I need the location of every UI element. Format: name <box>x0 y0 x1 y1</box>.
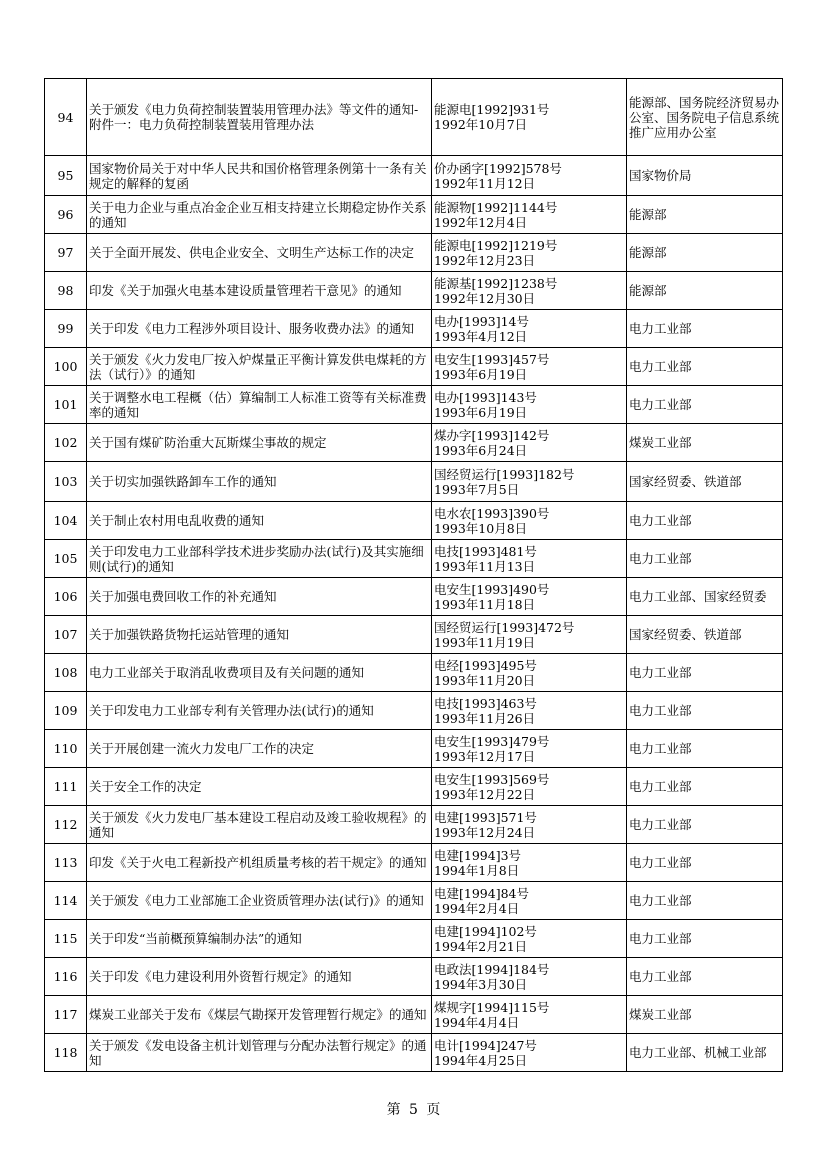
document-number-cell <box>432 692 627 730</box>
issue-date: 1994年3月30日 <box>434 976 528 992</box>
document-number: 电办[1993]14号 <box>434 313 529 329</box>
issuing-authority: 电力工业部 <box>627 768 783 806</box>
document-title: 关于全面开展发、供电企业安全、文明生产达标工作的决定 <box>87 234 432 272</box>
issuing-authority: 电力工业部 <box>627 692 783 730</box>
document-number-cell <box>432 844 627 882</box>
issue-date: 1993年6月19日 <box>434 366 528 382</box>
issue-date: 1993年6月24日 <box>434 442 528 458</box>
document-number: 煤办字[1993]142号 <box>434 427 550 443</box>
document-number: 电政法[1994]184号 <box>434 961 550 977</box>
issuing-authority: 能源部 <box>627 272 783 310</box>
table-row <box>45 234 783 272</box>
document-number: 电经[1993]495号 <box>434 657 537 673</box>
document-number-cell <box>432 730 627 768</box>
issue-date: 1993年11月19日 <box>434 634 536 650</box>
issue-date: 1994年2月21日 <box>434 938 528 954</box>
document-number: 国经贸运行[1993]182号 <box>434 466 575 482</box>
table-row <box>45 156 783 196</box>
issuing-authority: 电力工业部 <box>627 540 783 578</box>
row-number: 111 <box>45 768 87 806</box>
document-title: 关于切实加强铁路卸车工作的通知 <box>87 462 432 502</box>
document-number: 电建[1993]571号 <box>434 809 537 825</box>
document-title: 关于开展创建一流火力发电厂工作的决定 <box>87 730 432 768</box>
row-number: 104 <box>45 502 87 540</box>
issuing-authority: 电力工业部 <box>627 502 783 540</box>
issuing-authority: 国家经贸委、铁道部 <box>627 616 783 654</box>
issue-date: 1993年7月5日 <box>434 481 520 497</box>
document-title: 关于印发“当前概预算编制办法”的通知 <box>87 920 432 958</box>
table-row <box>45 882 783 920</box>
table-row <box>45 616 783 654</box>
issue-date: 1994年4月25日 <box>434 1052 528 1068</box>
table-row <box>45 806 783 844</box>
issue-date: 1993年11月13日 <box>434 558 536 574</box>
row-number: 105 <box>45 540 87 578</box>
issuing-authority: 电力工业部 <box>627 654 783 692</box>
issue-date: 1992年12月30日 <box>434 290 536 306</box>
row-number: 95 <box>45 156 87 196</box>
document-number-cell <box>432 920 627 958</box>
table-row <box>45 920 783 958</box>
issuing-authority: 电力工业部 <box>627 310 783 348</box>
issuing-authority: 电力工业部 <box>627 386 783 424</box>
document-number: 能源电[1992]931号 <box>434 102 550 117</box>
issuing-authority: 煤炭工业部 <box>627 996 783 1034</box>
issuing-authority: 电力工业部 <box>627 348 783 386</box>
issuing-authority: 国家经贸委、铁道部 <box>627 462 783 502</box>
document-title: 关于颁发《电力负荷控制装置装用管理办法》等文件的通知-附件一：电力负荷控制装置装用管理办法 <box>87 79 432 156</box>
document-title: 关于印发电力工业部专利有关管理办法(试行)的通知 <box>87 692 432 730</box>
issuing-authority: 能源部 <box>627 234 783 272</box>
document-title: 关于加强电费回收工作的补充通知 <box>87 578 432 616</box>
document-title: 关于安全工作的决定 <box>87 768 432 806</box>
issuing-authority: 电力工业部 <box>627 958 783 996</box>
document-number-cell <box>432 1034 627 1072</box>
issue-date: 1993年6月19日 <box>434 404 528 420</box>
document-number: 能源基[1992]1238号 <box>434 275 558 291</box>
table-row <box>45 502 783 540</box>
document-number-cell <box>432 882 627 920</box>
table-row <box>45 462 783 502</box>
issue-date: 1993年12月24日 <box>434 824 536 840</box>
table-row <box>45 768 783 806</box>
document-title: 关于电力企业与重点冶金企业互相支持建立长期稳定协作关系的通知 <box>87 196 432 234</box>
table-row <box>45 1034 783 1072</box>
document-number: 电办[1993]143号 <box>434 389 537 405</box>
document-number: 电建[1994]3号 <box>434 847 522 863</box>
issuing-authority: 国家物价局 <box>627 156 783 196</box>
issuing-authority: 电力工业部 <box>627 920 783 958</box>
document-number-cell <box>432 578 627 616</box>
document-title: 关于印发电力工业部科学技术进步奖励办法(试行)及其实施细则(试行)的通知 <box>87 540 432 578</box>
document-number-cell <box>432 616 627 654</box>
row-number: 112 <box>45 806 87 844</box>
document-number: 能源电[1992]1219号 <box>434 237 558 253</box>
footer-prefix: 第 <box>386 1102 401 1118</box>
document-number-cell <box>432 996 627 1034</box>
table-row <box>45 692 783 730</box>
table-row <box>45 386 783 424</box>
row-number: 116 <box>45 958 87 996</box>
row-number: 114 <box>45 882 87 920</box>
row-number: 101 <box>45 386 87 424</box>
document-number: 能源物[1992]1144号 <box>434 199 558 215</box>
table-row <box>45 654 783 692</box>
table-row <box>45 844 783 882</box>
issue-date: 1993年12月22日 <box>434 786 536 802</box>
table-row <box>45 730 783 768</box>
issue-date: 1993年10月8日 <box>434 520 528 536</box>
document-title: 关于颁发《火力发电厂按入炉煤量正平衡计算发供电煤耗的方法（试行）》的通知 <box>87 348 432 386</box>
issue-date: 1993年11月26日 <box>434 710 536 726</box>
row-number: 98 <box>45 272 87 310</box>
document-number: 电建[1994]102号 <box>434 923 537 939</box>
document-title: 印发《关于火电工程新投产机组质量考核的若干规定》的通知 <box>87 844 432 882</box>
document-number-cell <box>432 348 627 386</box>
table-row <box>45 79 783 156</box>
issuing-authority: 能源部 <box>627 196 783 234</box>
document-number-cell <box>432 806 627 844</box>
document-number: 电计[1994]247号 <box>434 1037 537 1053</box>
document-title: 关于颁发《电力工业部施工企业资质管理办法(试行)》的通知 <box>87 882 432 920</box>
table-body <box>45 79 783 1072</box>
table-row <box>45 540 783 578</box>
document-number: 煤规字[1994]115号 <box>434 999 550 1015</box>
document-number-cell <box>432 234 627 272</box>
issue-date: 1992年12月4日 <box>434 214 528 230</box>
document-number-cell <box>432 196 627 234</box>
document-number: 电技[1993]463号 <box>434 695 537 711</box>
issue-date: 1994年1月8日 <box>434 862 520 878</box>
issue-date: 1993年11月20日 <box>434 672 536 688</box>
issuing-authority: 电力工业部、国家经贸委 <box>627 578 783 616</box>
row-number: 113 <box>45 844 87 882</box>
regulations-table <box>44 78 783 1072</box>
document-number-cell <box>432 958 627 996</box>
row-number: 110 <box>45 730 87 768</box>
document-number: 电水农[1993]390号 <box>434 505 550 521</box>
table-row <box>45 348 783 386</box>
document-number-cell <box>432 386 627 424</box>
row-number: 102 <box>45 424 87 462</box>
document-number: 电技[1993]481号 <box>434 543 537 559</box>
document-title: 关于制止农村用电乱收费的通知 <box>87 502 432 540</box>
page-footer <box>0 1099 827 1119</box>
row-number: 107 <box>45 616 87 654</box>
document-number: 电安生[1993]490号 <box>434 581 550 597</box>
document-title: 煤炭工业部关于发布《煤层气勘探开发管理暂行规定》的通知 <box>87 996 432 1034</box>
document-number: 价办函字[1992]578号 <box>434 160 562 176</box>
table-row <box>45 272 783 310</box>
row-number: 106 <box>45 578 87 616</box>
document-number-cell <box>432 654 627 692</box>
document-title: 关于印发《电力工程涉外项目设计、服务收费办法》的通知 <box>87 310 432 348</box>
page-number: 5 <box>409 1102 418 1118</box>
table-row <box>45 958 783 996</box>
document-number: 电建[1994]84号 <box>434 885 529 901</box>
document-number-cell <box>432 79 627 156</box>
issuing-authority: 电力工业部 <box>627 844 783 882</box>
document-title: 关于国有煤矿防治重大瓦斯煤尘事故的规定 <box>87 424 432 462</box>
row-number: 117 <box>45 996 87 1034</box>
issue-date: 1994年4月4日 <box>434 1014 520 1030</box>
row-number: 103 <box>45 462 87 502</box>
table-row <box>45 196 783 234</box>
document-number: 电安生[1993]479号 <box>434 733 550 749</box>
issuing-authority: 能源部、国务院经济贸易办公室、国务院电子信息系统推广应用办公室 <box>627 79 783 156</box>
document-number: 电安生[1993]457号 <box>434 351 550 367</box>
row-number: 118 <box>45 1034 87 1072</box>
issue-date: 1992年10月7日 <box>434 117 528 132</box>
row-number: 94 <box>45 79 87 156</box>
document-title: 关于加强铁路货物托运站管理的通知 <box>87 616 432 654</box>
row-number: 115 <box>45 920 87 958</box>
document-title: 国家物价局关于对中华人民共和国价格管理条例第十一条有关规定的解释的复函 <box>87 156 432 196</box>
issue-date: 1992年11月12日 <box>434 175 536 191</box>
document-title: 关于印发《电力建设利用外资暂行规定》的通知 <box>87 958 432 996</box>
row-number: 108 <box>45 654 87 692</box>
document-number-cell <box>432 272 627 310</box>
issuing-authority: 电力工业部、机械工业部 <box>627 1034 783 1072</box>
document-number-cell <box>432 424 627 462</box>
document-number-cell <box>432 768 627 806</box>
issue-date: 1994年2月4日 <box>434 900 520 916</box>
document-number-cell <box>432 502 627 540</box>
footer-suffix: 页 <box>426 1102 441 1118</box>
document-number-cell <box>432 462 627 502</box>
row-number: 97 <box>45 234 87 272</box>
document-number-cell <box>432 540 627 578</box>
document-title: 关于颁发《发电设备主机计划管理与分配办法暂行规定》的通知 <box>87 1034 432 1072</box>
document-number: 国经贸运行[1993]472号 <box>434 619 575 635</box>
row-number: 96 <box>45 196 87 234</box>
issuing-authority: 电力工业部 <box>627 882 783 920</box>
row-number: 100 <box>45 348 87 386</box>
document-number: 电安生[1993]569号 <box>434 771 550 787</box>
issuing-authority: 电力工业部 <box>627 730 783 768</box>
document-title: 印发《关于加强火电基本建设质量管理若干意见》的通知 <box>87 272 432 310</box>
issue-date: 1993年12月17日 <box>434 748 536 764</box>
document-number-cell <box>432 156 627 196</box>
issue-date: 1992年12月23日 <box>434 252 536 268</box>
row-number: 109 <box>45 692 87 730</box>
document-title: 关于调整水电工程概（估）算编制工人标准工资等有关标准费率的通知 <box>87 386 432 424</box>
issuing-authority: 煤炭工业部 <box>627 424 783 462</box>
table-row <box>45 424 783 462</box>
document-title: 关于颁发《火力发电厂基本建设工程启动及竣工验收规程》的通知 <box>87 806 432 844</box>
table-row <box>45 578 783 616</box>
issue-date: 1993年4月12日 <box>434 328 528 344</box>
issuing-authority: 电力工业部 <box>627 806 783 844</box>
row-number: 99 <box>45 310 87 348</box>
table-row <box>45 310 783 348</box>
document-table-container <box>44 78 782 1072</box>
document-title: 电力工业部关于取消乱收费项目及有关问题的通知 <box>87 654 432 692</box>
issue-date: 1993年11月18日 <box>434 596 536 612</box>
table-row <box>45 996 783 1034</box>
document-number-cell <box>432 310 627 348</box>
